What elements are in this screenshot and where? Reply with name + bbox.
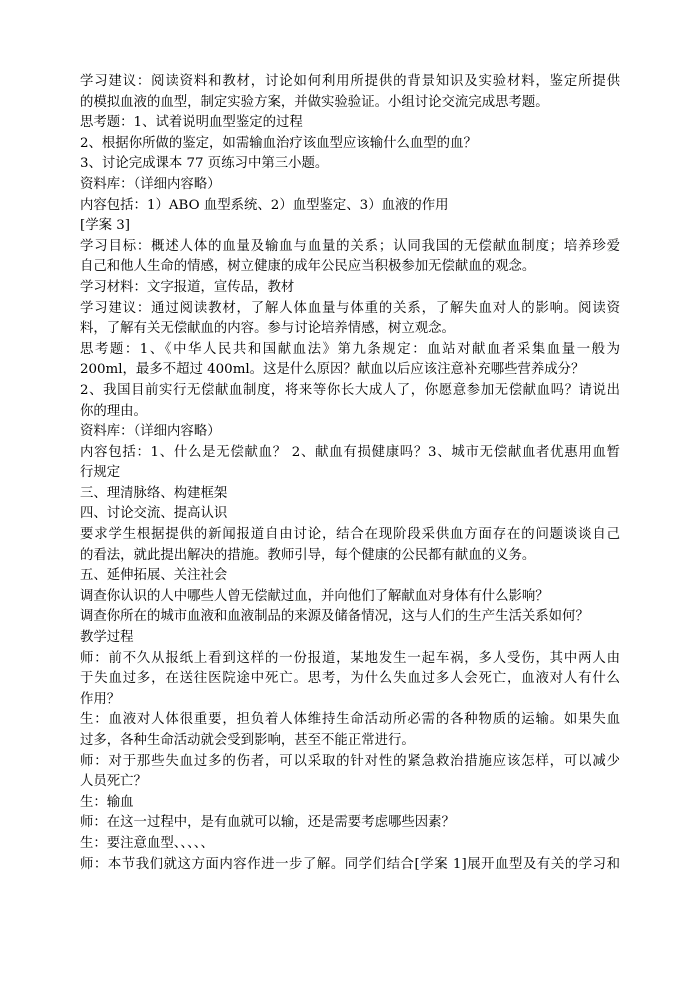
text-line: 三、理清脉络、构建框架: [80, 485, 228, 501]
text-line: 教学过程: [80, 630, 134, 646]
text-line: 师：前不久从报纸上看到这样的一份报道，某地发生一起车祸，多人受伤，其中两人由: [80, 650, 620, 666]
text-lines: [80, 72, 620, 875]
text-line: 师：本节我们就这方面内容作进一步了解。同学们结合[学案 1]展开血型及有关的学习和: [80, 856, 620, 872]
text-line: 生：血液对人体很重要，担负着人体维持生命活动所必需的各种物质的运输。如果失血: [80, 712, 620, 728]
text-line: 调查你认识的人中哪些人曾无偿献过血，并向他们了解献血对身体有什么影响？: [80, 588, 549, 604]
text-line: 学习材料：文字报道，宣传品，教材: [80, 279, 295, 295]
text-line: 过多，各种生命活动就会受到影响，甚至不能正常进行。: [80, 733, 415, 748]
text-line: 学习建议：阅读资料和教材，讨论如何利用所提供的背景知识及实验材料，鉴定所提供: [80, 74, 620, 89]
text-line: 五、延伸拓展、关注社会: [80, 568, 228, 584]
text-line: 自己和他人生命的情感，树立健康的成年公民应当积极参加无偿献血的观念。: [80, 259, 536, 275]
text-line: 的看法，就此提出解决的措施。教师引导，每个健康的公民都有献血的义务。: [80, 547, 536, 563]
text-line: 2、根据你所做的鉴定，如需输血治疗该血型应该输什么血型的血？: [80, 135, 477, 151]
text-line: 的模拟血液的血型，制定实验方案，并做实验验证。小组讨论交流完成思考题。: [80, 94, 549, 110]
text-line: 要求学生根据提供的新闻报道自由讨论，结合在现阶段采供血方面存在的问题谈谈自己: [80, 527, 620, 543]
text-line: 思考题：1、《中华人民共和国献血法》第九条规定：血站对献血者采集血量一般为: [80, 341, 620, 357]
text-line: [学案 3]: [80, 218, 131, 234]
text-line: 生：要注意血型、、、、、: [80, 835, 214, 851]
text-line: 资料库：（详细内容略）: [80, 424, 221, 440]
text-line: 料，了解有关无偿献血的内容。参与讨论培养情感，树立观念。: [80, 321, 455, 337]
text-line: 学习建议：通过阅读教材，了解人体血量与体重的关系，了解失血对人的影响。阅读资: [80, 300, 620, 316]
text-line: 师：对于那些失血过多的伤者，可以采取的针对性的紧急救治措施应该怎样，可以减少: [80, 753, 620, 769]
text-line: 四、讨论交流、提高认识: [80, 506, 228, 522]
text-line: 调查你所在的城市血液和血液制品的来源及储备情况，这与人们的生产生活关系如何？: [80, 609, 589, 625]
text-line: 思考题：1、试着说明血型鉴定的过程: [80, 115, 303, 131]
text-line: 内容包括：1）ABO 血型系统、2）血型鉴定、3）血液的作用: [80, 197, 449, 213]
text-line: 作用？: [80, 691, 121, 707]
text-line: 师：在这一过程中，是有血就可以输，还是需要考虑哪些因素？: [80, 815, 455, 831]
document-body: [80, 72, 620, 875]
text-line: 200ml，最多不超过 400ml。这是什么原因？献血以后应该注意补充哪些营养成分？: [80, 362, 585, 378]
text-line: 生：输血: [80, 794, 134, 810]
text-line: 3、讨论完成课本 77 页练习中第三小题。: [80, 156, 329, 172]
text-line: 于失血过多，在送往医院途中死亡。思考，为什么失血过多人会死亡，血液对人有什么: [80, 671, 620, 687]
text-line: 行规定: [80, 465, 121, 481]
text-line: 资料库：（详细内容略）: [80, 176, 221, 192]
text-line: 你的理由。: [80, 403, 147, 419]
text-line: 2、我国目前实行无偿献血制度，将来等你长大成人了，你愿意参加无偿献血吗？请说出: [80, 382, 620, 398]
text-line: 学习目标：概述人体的血量及输血与血量的关系；认同我国的无偿献血制度；培养珍爱: [80, 238, 620, 254]
text-line: 内容包括：1、什么是无偿献血？ 2、献血有损健康吗？3、城市无偿献血者优惠用血暂: [80, 444, 620, 460]
text-line: 人员死亡？: [80, 774, 147, 790]
